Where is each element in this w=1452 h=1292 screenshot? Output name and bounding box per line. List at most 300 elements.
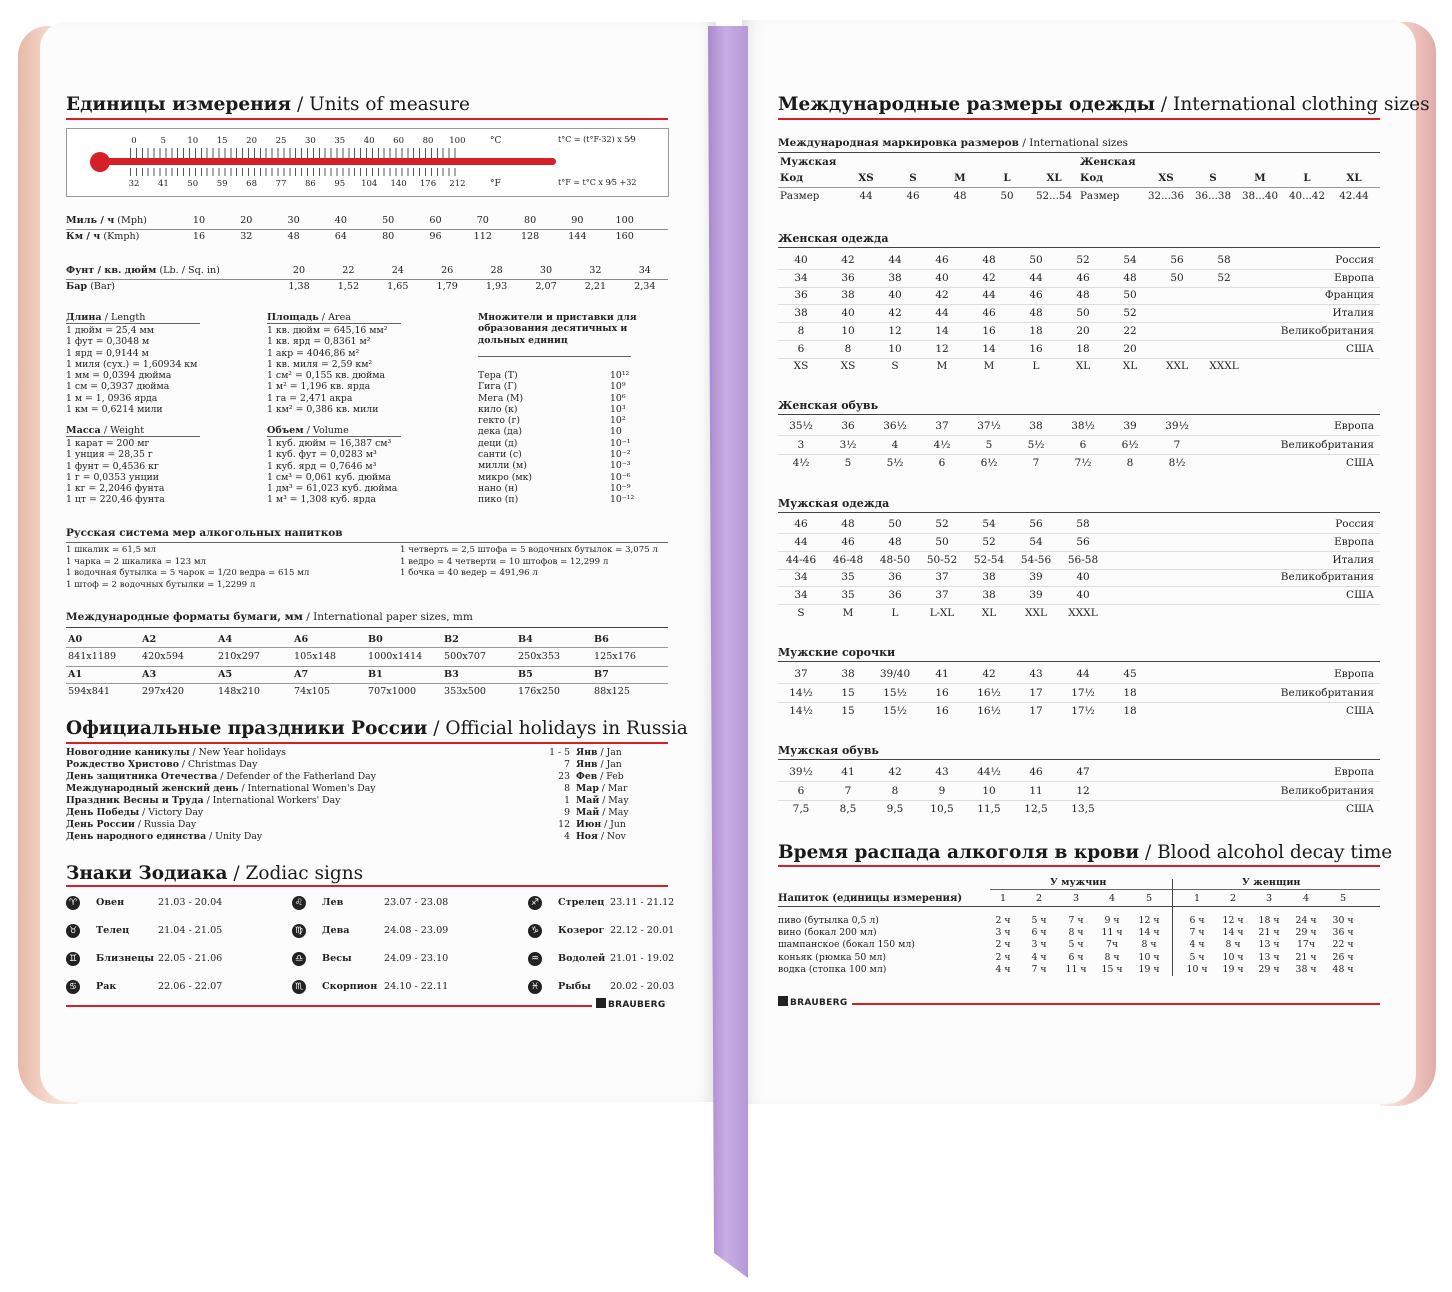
- zodiac-icon: ♌: [292, 896, 306, 910]
- size-cell: 52-54: [973, 553, 1005, 566]
- women-hours: 6 ч: [1189, 915, 1205, 926]
- text-line: пико (п): [478, 494, 519, 506]
- holiday-month: [576, 795, 629, 806]
- zodiac-dates: 21.03 - 20.04: [158, 897, 223, 908]
- holiday-month-en: / May: [602, 807, 629, 818]
- size-cell: 8: [797, 324, 805, 337]
- size-cell: 7: [1173, 438, 1181, 451]
- alcohol-group-rule: [990, 889, 1380, 890]
- paper-format-name: B2: [444, 634, 459, 645]
- holiday-name-ru: Рождество Христово: [66, 759, 179, 770]
- paper-format-name: B7: [594, 669, 609, 680]
- size-cell: 46: [794, 518, 808, 530]
- thermometer-scale: [130, 148, 460, 158]
- zodiac-name: Овен: [96, 897, 125, 908]
- row-rule: [778, 269, 1380, 270]
- table-rule: [778, 661, 1380, 662]
- red-rule: [778, 118, 1380, 120]
- country-label: США: [1346, 589, 1374, 602]
- celsius-tick-label: 30: [304, 136, 316, 146]
- country-label: Россия: [1335, 254, 1374, 266]
- alcohol-header-rule: [778, 906, 1380, 907]
- women-col-header: 1: [1193, 893, 1201, 904]
- paper-format-name: A0: [68, 634, 83, 645]
- psi-value: 30: [539, 265, 553, 276]
- women-hours: 48 ч: [1332, 963, 1354, 975]
- men-size: 50: [1000, 190, 1014, 202]
- text-line: 1 штоф = 2 водочных бутылки = 1,2299 л: [66, 579, 256, 590]
- country-label: Европа: [1334, 766, 1374, 778]
- zodiac-icon: ♈: [66, 896, 80, 910]
- psi-value: 20: [292, 265, 306, 276]
- size-cell: 13,5: [1071, 803, 1095, 816]
- women-label: Женская: [1080, 156, 1136, 168]
- drink-name: шампанское (бокал 150 мл): [778, 939, 915, 951]
- women-shoes-title: Женская обувь: [778, 399, 879, 412]
- size-cell: 54: [1123, 254, 1137, 266]
- women-hours: 14 ч: [1222, 927, 1244, 939]
- paper-format-name: A4: [218, 634, 233, 645]
- size-cell: 16: [982, 324, 996, 337]
- size-cell: 38½: [1071, 420, 1095, 432]
- row-rule: [778, 358, 1380, 359]
- zodiac-dates: 23.11 - 21.12: [610, 897, 675, 908]
- size-cell: 16: [935, 686, 949, 699]
- country-label: Европа: [1334, 271, 1374, 284]
- size-cell: 44: [888, 254, 902, 266]
- zodiac-name: Рыбы: [558, 981, 591, 992]
- size-cell: 38: [982, 589, 996, 602]
- holiday-day: 7: [564, 759, 570, 770]
- size-cell: 4: [891, 438, 899, 451]
- size-cell: 37: [935, 420, 949, 432]
- country-label: Великобритания: [1280, 784, 1374, 797]
- alcohol-col-divider: [1172, 879, 1173, 976]
- text-line: 1 ведро = 4 четверти = 10 штофов = 12,299 л: [400, 556, 609, 567]
- size-cell: S: [891, 360, 899, 373]
- size-cell: 52: [1123, 307, 1137, 320]
- text-line: Гига (Г): [478, 381, 518, 393]
- text-line: 1 куб. дюйм = 16,387 см³: [267, 438, 392, 449]
- zodiac-icon: ♉: [66, 924, 80, 938]
- women-hours: 29 ч: [1258, 963, 1280, 975]
- celsius-tick-label: 40: [363, 136, 375, 146]
- text-line: 1 куб. фут = 0,0283 м³: [267, 449, 377, 461]
- text-line: 10⁻³: [610, 460, 631, 472]
- men-col-header: 3: [1072, 893, 1080, 904]
- paper-format-size: 707x1000: [368, 686, 417, 697]
- men-size-label: Размер: [780, 190, 820, 202]
- men-code: M: [954, 172, 966, 184]
- size-cell: 7,5: [792, 803, 810, 816]
- men-shirts-title: Мужские сорочки: [778, 646, 896, 659]
- size-cell: 17: [1029, 686, 1043, 699]
- row-rule: [778, 586, 1380, 587]
- size-cell: 34: [794, 589, 808, 602]
- celsius-unit: °C: [490, 136, 502, 146]
- size-cell: 50: [1076, 307, 1090, 320]
- size-cell: 37: [794, 668, 808, 680]
- zodiac-dates: 22.12 - 20.01: [610, 925, 675, 936]
- size-cell: 43: [1029, 668, 1043, 680]
- women-hours: 29 ч: [1295, 927, 1317, 939]
- country-label: Европа: [1334, 535, 1374, 548]
- fahrenheit-formula: t°F = t°C x 9⁄5 +32: [558, 178, 637, 187]
- paper-format-name: A6: [294, 634, 309, 645]
- size-cell: 20: [1076, 324, 1090, 337]
- size-cell: 20: [1123, 342, 1137, 355]
- size-cell: 36½: [883, 420, 907, 432]
- text-line: 1 шкалик = 61,5 мл: [66, 545, 156, 555]
- holiday-name: [66, 795, 340, 806]
- women-hours: 10 ч: [1222, 951, 1244, 963]
- holiday-day: 1 - 5: [549, 747, 570, 758]
- row-rule: [778, 683, 1380, 684]
- size-cell: 35½: [789, 420, 813, 432]
- length-list: [66, 325, 197, 415]
- text-line: 1 см² = 0,155 кв. дюйма: [267, 370, 386, 382]
- text-line: 1 м² = 1,196 кв. ярда: [267, 381, 371, 393]
- size-cell: 17½: [1071, 705, 1095, 718]
- celsius-tick-label: 10: [187, 136, 199, 146]
- women-hours: 17ч: [1297, 939, 1315, 951]
- text-line: 1 акр = 4046,86 м²: [267, 347, 360, 359]
- women-hours: 24 ч: [1295, 915, 1317, 926]
- holiday-day: 8: [564, 783, 570, 794]
- size-cell: 58: [1217, 254, 1231, 266]
- men-col-header: 1: [999, 893, 1007, 904]
- size-cell: 39/40: [879, 668, 911, 680]
- psi-label: Фунт / кв. дюйм (Lb. / Sq. in): [66, 265, 220, 276]
- size-cell: 38: [982, 571, 996, 584]
- size-cell: 44: [1029, 271, 1043, 284]
- size-cell: 18: [1123, 705, 1137, 718]
- celsius-tick-label: 5: [160, 136, 167, 146]
- text-line: 1 м³ = 1,308 куб. ярда: [267, 494, 376, 506]
- kmh-value: 32: [240, 231, 253, 242]
- men-col-header: 2: [1035, 893, 1043, 904]
- fahrenheit-tick-label: 86: [304, 179, 316, 189]
- text-line: 1 водочная бутылка = 5 чарок = 1/20 ведра = 615 мл: [66, 568, 310, 579]
- size-cell: 44½: [977, 766, 1001, 778]
- area-title: Площадь / Area: [267, 312, 351, 323]
- zodiac-icon: ♍: [292, 924, 306, 938]
- men-hours: 7 ч: [1031, 963, 1047, 975]
- paper-format-size: 1000x1414: [368, 651, 423, 662]
- zodiac-icon: ♒: [528, 952, 542, 966]
- zodiac-name: Телец: [96, 925, 130, 936]
- women-code: L: [1303, 172, 1311, 184]
- men-size: 48: [953, 190, 967, 202]
- mph-value: 80: [523, 215, 537, 226]
- country-label: Италия: [1332, 553, 1374, 566]
- text-line: 1 кг = 2,2046 фунта: [66, 483, 165, 495]
- size-cell: 18: [1076, 342, 1090, 355]
- paper-format-size: 105x148: [294, 651, 337, 662]
- mph-value: 60: [429, 215, 442, 226]
- men-label: Мужская: [780, 156, 837, 168]
- row-rule: [778, 569, 1380, 570]
- holiday-month-ru: Янв: [576, 759, 598, 770]
- size-cell: 39: [1123, 420, 1137, 432]
- size-cell: 48: [888, 535, 902, 548]
- text-line: 10⁻⁶: [610, 471, 631, 483]
- women-size-label: Размер: [1080, 190, 1120, 202]
- paper-format-size: 125x176: [594, 651, 637, 662]
- men-hours: 7ч: [1105, 939, 1119, 951]
- men-hours: 6 ч: [1031, 927, 1047, 939]
- size-cell: 50: [935, 535, 949, 548]
- text-line: 1 км² = 0,386 кв. мили: [267, 404, 379, 416]
- holiday-name: [66, 831, 262, 842]
- size-cell: 37: [935, 589, 949, 602]
- text-line: 1 унция = 28,35 г: [66, 449, 153, 461]
- kmh-value: 112: [473, 231, 492, 242]
- size-cell: 44: [982, 289, 996, 302]
- drink-name: вино (бокал 200 мл): [778, 927, 877, 939]
- mph-value: 70: [476, 215, 489, 226]
- area-rule: [267, 323, 401, 324]
- prefixes-rule: [478, 356, 631, 357]
- paper-format-size: 74x105: [294, 686, 330, 697]
- size-cell: 10: [888, 342, 902, 355]
- size-cell: 46-48: [832, 553, 864, 566]
- celsius-tick-label: 15: [216, 136, 228, 146]
- holiday-name-en: / Unity Day: [209, 831, 263, 842]
- size-cell: XS: [840, 360, 856, 373]
- text-line: 10⁹: [610, 381, 626, 393]
- holiday-name: [66, 783, 376, 794]
- size-cell: 40: [888, 289, 902, 302]
- bookmark-ribbon[interactable]: [708, 26, 748, 1278]
- holiday-name: [66, 759, 257, 770]
- zodiac-icon: ♓: [528, 980, 542, 994]
- size-cell: XL: [1122, 360, 1138, 373]
- size-cell: 15: [841, 705, 855, 718]
- row-rule: [778, 287, 1380, 288]
- text-line: Тера (Т): [478, 370, 518, 381]
- men-hours: 10 ч: [1138, 951, 1160, 963]
- paper-format-size: 176x250: [518, 686, 561, 697]
- row-rule: [778, 604, 1380, 605]
- zodiac-icon: ♋: [66, 980, 80, 994]
- celsius-tick-label: 0: [131, 136, 137, 146]
- zodiac-name: Козерог: [558, 925, 605, 936]
- size-cell: 52: [1217, 271, 1231, 284]
- kmh-value: 48: [287, 231, 300, 242]
- length-rule: [66, 323, 200, 324]
- zodiac-dates: 22.06 - 22.07: [158, 981, 223, 992]
- size-cell: 56: [1170, 254, 1184, 266]
- size-cell: 52: [935, 518, 949, 530]
- size-cell: 50: [1029, 254, 1043, 266]
- celsius-formula: t°C = (t°F-32) x 5⁄9: [558, 135, 636, 144]
- text-line: 1 фунт = 0,4536 кг: [66, 460, 159, 472]
- kmh-value: 144: [568, 231, 587, 242]
- brauberg-logo-right: BRAUBERG: [778, 996, 848, 1008]
- paper-format-name: A7: [294, 669, 309, 680]
- alcohol-measures-rule: [66, 542, 668, 543]
- holiday-name-ru: Международный женский день: [66, 783, 239, 794]
- bar-value: 2,07: [535, 281, 557, 292]
- size-cell: 16½: [977, 705, 1001, 718]
- holiday-name-en: / International Workers' Day: [206, 795, 341, 806]
- alcohol-title: Время распада алкоголя в крови / Blood alcohol decay time: [778, 842, 1393, 863]
- kmh-value: 64: [334, 231, 347, 242]
- drink-name: коньяк (рюмка 50 мл): [778, 951, 887, 963]
- size-cell: 12: [1076, 784, 1090, 797]
- country-label: США: [1346, 705, 1374, 718]
- size-cell: 36: [841, 420, 855, 432]
- size-cell: 39½: [789, 766, 813, 778]
- fahrenheit-tick-label: 50: [187, 179, 199, 189]
- size-cell: 48: [1123, 271, 1137, 284]
- drink-name: пиво (бутылка 0,5 л): [778, 915, 879, 926]
- men-hours: 8 ч: [1141, 939, 1157, 951]
- men-hours: 15 ч: [1101, 963, 1123, 975]
- size-cell: 40: [794, 254, 808, 266]
- holiday-month: [576, 783, 627, 794]
- text-line: 10²: [610, 415, 626, 427]
- red-rule: [66, 742, 668, 744]
- size-cell: 47: [1076, 766, 1090, 778]
- size-cell: 39: [1029, 571, 1043, 584]
- zodiac-icon: ♊: [66, 952, 80, 966]
- men-hours: 6 ч: [1068, 951, 1084, 963]
- text-line: 1 мм = 0,0394 дюйма: [66, 370, 172, 382]
- holiday-month: [576, 831, 626, 842]
- holiday-name-en: / Defender of the Fatherland Day: [220, 771, 376, 782]
- holiday-name-en: / International Women's Day: [241, 783, 376, 794]
- size-cell: 35: [841, 589, 855, 602]
- women-col-header: 5: [1339, 893, 1347, 904]
- men-code-label: Код: [780, 172, 804, 184]
- paper-format-size: 420x594: [142, 651, 185, 662]
- kmh-value: 160: [615, 231, 634, 242]
- zodiac-dates: 21.01 - 19.02: [610, 953, 675, 964]
- zodiac-icon: ♐: [528, 896, 542, 910]
- area-list: [267, 325, 387, 415]
- text-line: 1 карат = 200 мг: [66, 438, 150, 449]
- row-rule: [778, 800, 1380, 801]
- text-line: дека (да): [478, 426, 523, 438]
- text-line: 1 га = 2,471 акра: [267, 392, 353, 404]
- paper-format-size: 500x707: [444, 651, 487, 662]
- size-cell: 10,5: [930, 803, 954, 816]
- country-label: Франция: [1324, 289, 1374, 302]
- holiday-month-en: / Jun: [604, 819, 626, 830]
- zodiac-name: Водолей: [558, 953, 606, 964]
- table-rule: [778, 247, 1380, 248]
- women-code: S: [1209, 172, 1217, 184]
- holiday-month-en: / Nov: [600, 831, 626, 842]
- bar-value: 2,34: [634, 281, 656, 292]
- holiday-month-en: / Jan: [600, 759, 622, 770]
- holiday-name-en: / Christmas Day: [181, 759, 258, 770]
- size-cell: 5½: [886, 457, 904, 470]
- size-cell: 44: [1076, 668, 1090, 680]
- text-line: милли (м): [478, 460, 527, 472]
- men-code: L: [1003, 172, 1011, 184]
- kmh-label: Км / ч (Kmph): [66, 231, 140, 242]
- size-cell: 41: [841, 766, 855, 778]
- fahrenheit-tick-label: 59: [216, 179, 228, 189]
- zodiac-icon: ♏: [292, 980, 306, 994]
- size-cell: 36: [794, 289, 808, 302]
- text-line: 1 цт = 220,46 фунта: [66, 494, 165, 506]
- size-cell: 18: [1123, 686, 1137, 699]
- drink-header: Напиток (единицы измерения): [778, 893, 963, 904]
- men-code: S: [909, 172, 917, 184]
- bar-value: 1,93: [485, 281, 508, 292]
- women-code: M: [1254, 172, 1266, 184]
- row-rule: [778, 435, 1380, 436]
- paper-format-size: 297x420: [142, 686, 185, 697]
- country-label: США: [1346, 457, 1374, 470]
- paper-rule-2: [66, 666, 668, 667]
- holiday-month-ru: Май: [576, 807, 600, 818]
- size-cell: M: [842, 607, 854, 619]
- men-hours: 11 ч: [1101, 927, 1123, 939]
- zodiac-dates: 24.08 - 23.09: [384, 925, 449, 936]
- women-hours: 13 ч: [1258, 951, 1280, 963]
- zodiac-name: Лев: [322, 897, 344, 908]
- women-hours: 4 ч: [1189, 939, 1205, 951]
- fahrenheit-tick-label: 68: [246, 179, 257, 189]
- size-cell: 46: [982, 307, 996, 320]
- mass-title: Масса / Weight: [66, 425, 145, 436]
- men-hours: 12 ч: [1138, 915, 1160, 926]
- paper-format-name: A1: [68, 669, 83, 680]
- men-hours: 19 ч: [1138, 963, 1160, 975]
- size-cell: 4½: [792, 457, 810, 470]
- size-cell: M: [983, 360, 995, 373]
- size-cell: 46: [1076, 271, 1090, 284]
- size-cell: 12,5: [1024, 803, 1048, 816]
- bar-label: Бар (Bar): [66, 281, 116, 292]
- size-cell: 7: [1032, 457, 1040, 470]
- paper-title: Международные форматы бумаги, мм / International paper sizes, mm: [66, 611, 473, 623]
- size-cell: 8,5: [839, 803, 857, 816]
- size-cell: 38: [1029, 420, 1043, 432]
- fahrenheit-tick-label: 176: [419, 179, 437, 189]
- size-cell: 45: [1123, 668, 1137, 680]
- women-hours: 38 ч: [1295, 963, 1317, 975]
- size-cell: 14: [935, 324, 949, 337]
- women-hours: 30 ч: [1332, 915, 1354, 926]
- red-rule-bottom: [852, 1003, 1380, 1005]
- size-cell: 50: [1123, 289, 1137, 302]
- length-title: Длина / Length: [66, 312, 146, 323]
- country-label: Великобритания: [1280, 324, 1374, 337]
- men-hours: 5 ч: [1031, 915, 1047, 926]
- country-label: Великобритания: [1280, 571, 1374, 584]
- size-cell: 8: [844, 342, 852, 355]
- fahrenheit-tick-label: 104: [361, 179, 378, 189]
- size-cell: 56: [1076, 535, 1090, 548]
- size-cell: 9,5: [886, 803, 904, 816]
- size-cell: 48: [1076, 289, 1090, 302]
- intl-rule-2: [778, 187, 1380, 188]
- size-cell: 15½: [883, 686, 907, 699]
- holiday-month-ru: Фев: [576, 771, 598, 782]
- bar-value: 1,38: [288, 281, 310, 292]
- text-line: микро (мк): [478, 471, 533, 483]
- size-cell: 46: [935, 254, 949, 266]
- country-label: Европа: [1334, 668, 1374, 680]
- women-col-header: 2: [1229, 893, 1237, 904]
- size-cell: XL: [1075, 360, 1091, 373]
